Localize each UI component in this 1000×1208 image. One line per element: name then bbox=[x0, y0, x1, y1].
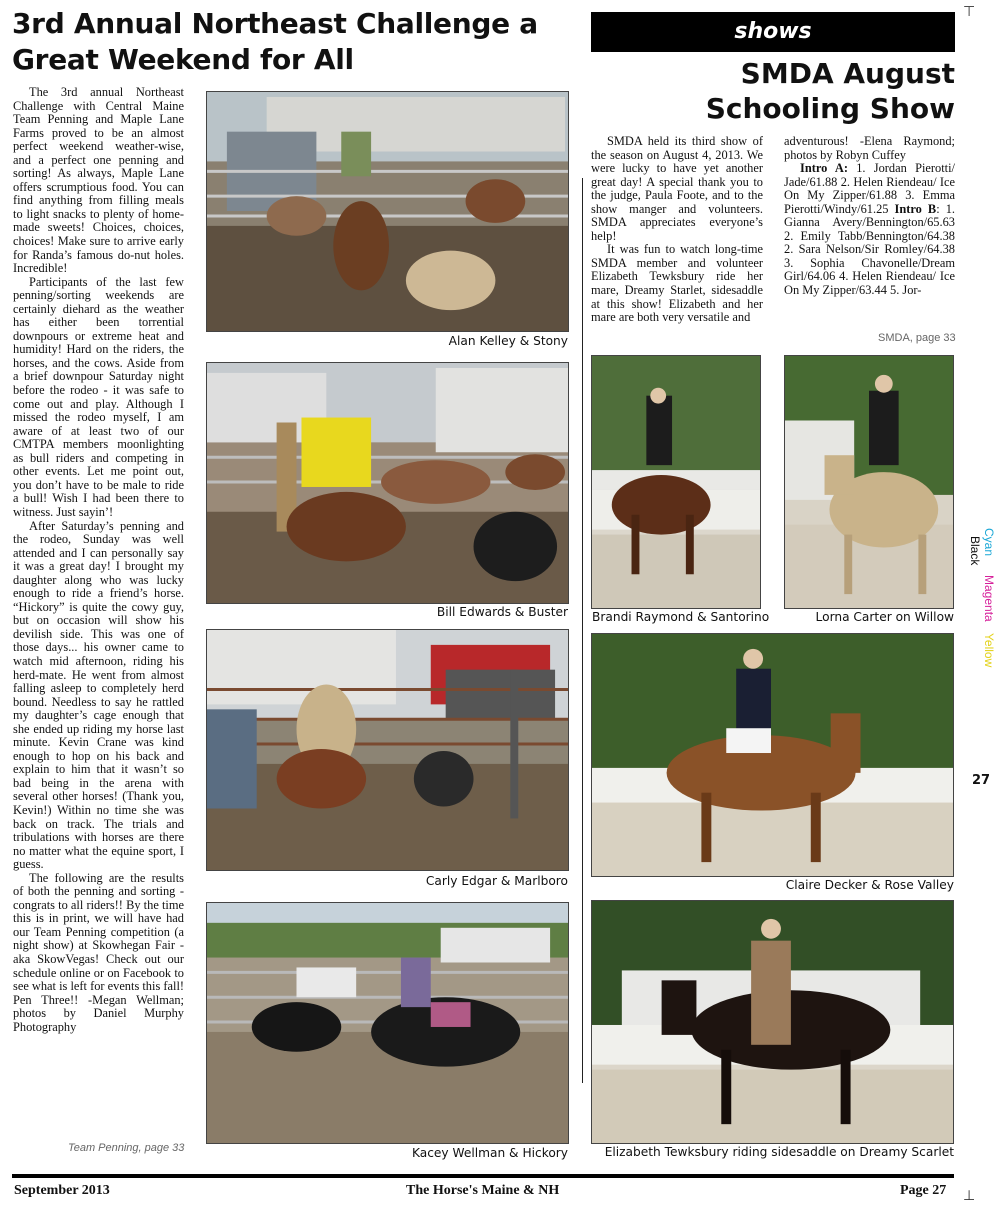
photo-alan-kelley bbox=[206, 91, 569, 332]
right-paragraph: SMDA held its third show of the season on August 4, 2013. We were lucky to have yet another great day! A special thank you to the judge, Paula Foote, and to the show manger and volunteers. SMDA appreciates everyone’s help! bbox=[591, 134, 763, 243]
left-paragraph: After Saturday’s penning and the rodeo, Sunday was well attended and I can personally say it was a great day! I brought my daughter along who was lucky enough to ride a friend’s horse. “Hickory” is quite the cowy guy, but on occasion will show his devilish side. This was one of those days... his owner came to watch mid afternoon, riding his herd-mate. He went from almost falling asleep to completely herd bound. Needless to say he rattled my daughter’s cage enough that she ended up riding my horse last minute. Kevin Crane was kind enough to hop on his back and explain to him that it wasn’t so bad being in the arena with several other horses! (Thank you, Kevin!) Within no time she was back on track. The trials and tribulations with horses are there no matter what the equine sport, I guess. bbox=[13, 518, 184, 872]
crop-mark-bottom: ⊥ bbox=[963, 1188, 976, 1204]
footer-rule bbox=[12, 1174, 954, 1178]
right-headline: SMDA August Schooling Show bbox=[705, 57, 955, 125]
photo-carly-edgar bbox=[206, 629, 569, 871]
color-cyan: Cyan bbox=[982, 528, 996, 557]
photo-elizabeth-tewksbury bbox=[591, 900, 954, 1144]
left-headline: 3rd Annual Northeast Challenge a Great Weekend for All bbox=[12, 7, 538, 76]
results-paragraph bbox=[784, 162, 955, 297]
photo-kacey-wellman bbox=[206, 902, 569, 1144]
print-color-bar bbox=[962, 528, 996, 708]
intro-b-results: : 1. Gianna Avery/Bennington/65.63 2. Emily Tabb/Bennington/64.38 2. Sara Nelson/Sir Romley/64.38 3. Sophia Chavonelle/Dream Girl/64.06 4. Helen Riendeau/ Ice On My Zipper/63.44 5. Jor- bbox=[784, 201, 955, 298]
intro-a-results: 1. Jordan Pierotti/ Jade/61.88 2. Helen Riendeau/ Ice On My Zipper/61.88 3. Emma Pierotti/Windy/61.25 bbox=[784, 161, 955, 216]
footer-date: September 2013 bbox=[14, 1183, 110, 1198]
right-article-col2 bbox=[784, 135, 955, 298]
color-magenta: Magenta bbox=[982, 575, 996, 623]
footer-publication: The Horse's Maine & NH bbox=[406, 1183, 560, 1198]
photo-lorna-carter bbox=[784, 355, 954, 609]
left-paragraph: The 3rd annual Northeast Challenge with Central Maine Team Penning and Maple Lane Farms proved to be an almost perfect weekend weather-wise, and a perfect one penning and sorting! As always, Maple Lane offers scrumptious food. You can find anything from filling meals to light snacks to plenty of home-made sweets! Choices, choices, choices! Make sure to arrive early for Randa’s famous do-nut holes. Incredible! bbox=[13, 85, 184, 276]
right-jump-line: SMDA, page 33 bbox=[878, 332, 956, 344]
color-black: Black bbox=[968, 536, 982, 566]
right-paragraph: adventurous! -Elena Raymond; photos by Robyn Cuffey bbox=[784, 134, 955, 162]
caption-elizabeth-tewksbury: Elizabeth Tewksbury riding sidesaddle on Dreamy Scarlet bbox=[604, 1145, 954, 1159]
caption-kacey-wellman: Kacey Wellman & Hickory bbox=[411, 1146, 568, 1160]
color-yellow: Yellow bbox=[982, 633, 996, 668]
section-banner: shows bbox=[591, 12, 955, 52]
caption-brandi-raymond: Brandi Raymond & Santorino bbox=[592, 610, 770, 624]
photo-claire-decker bbox=[591, 633, 954, 877]
left-paragraph: Participants of the last few penning/sorting weekends are certainly diehard as the weather has either been torrential downpours or extreme heat and humidity! Hard on the riders, the horses, and the cows. Aside from a brief downpour Saturday night before the rodeo - it was safe to come out and play. Although I missed the rodeo myself, I am aware of at least two of our CMTPA members moonlighting as bull riders and competing in other events. Let me point out, you don’t have to be male to ride a bull! Wish I had been there to witness. Just sayin’! bbox=[13, 274, 184, 519]
page-folio: 27 bbox=[972, 773, 991, 788]
photo-bill-edwards bbox=[206, 362, 569, 604]
left-paragraph: The following are the results of both the penning and sorting - congrats to all riders!! By the time this is in print, we will have had our Team Penning competition (a night show) at Skowhegan Fair - aka SkowVegas! Check out our schedule online or on Facebook to see what is left for events this fall! Pen Three!! -Megan Wellman; photos by Daniel Murphy Photography bbox=[13, 870, 185, 1034]
caption-bill-edwards: Bill Edwards & Buster bbox=[436, 605, 568, 619]
caption-carly-edgar: Carly Edgar & Marlboro bbox=[425, 874, 568, 888]
crop-mark-top: ⊤ bbox=[963, 4, 976, 20]
footer-page: Page 27 bbox=[900, 1183, 947, 1198]
caption-alan-kelley: Alan Kelley & Stony bbox=[448, 334, 568, 348]
right-article-col1 bbox=[591, 135, 763, 325]
caption-lorna-carter: Lorna Carter on Willow bbox=[815, 610, 954, 624]
left-article-body bbox=[13, 86, 184, 1034]
intro-a-label: Intro A: bbox=[800, 161, 848, 176]
photo-brandi-raymond bbox=[591, 355, 761, 609]
intro-b-label: Intro B bbox=[894, 201, 937, 216]
right-paragraph: It was fun to watch long-time SMDA member and volunteer Elizabeth Tewksbury ride her mare, Dreamy Starlet, sidesaddle at this show! Elizabeth and her mare are both very versatile and bbox=[591, 242, 763, 325]
left-jump-line: Team Penning, page 33 bbox=[68, 1142, 185, 1154]
caption-claire-decker: Claire Decker & Rose Valley bbox=[785, 878, 954, 892]
column-divider bbox=[582, 178, 583, 1083]
